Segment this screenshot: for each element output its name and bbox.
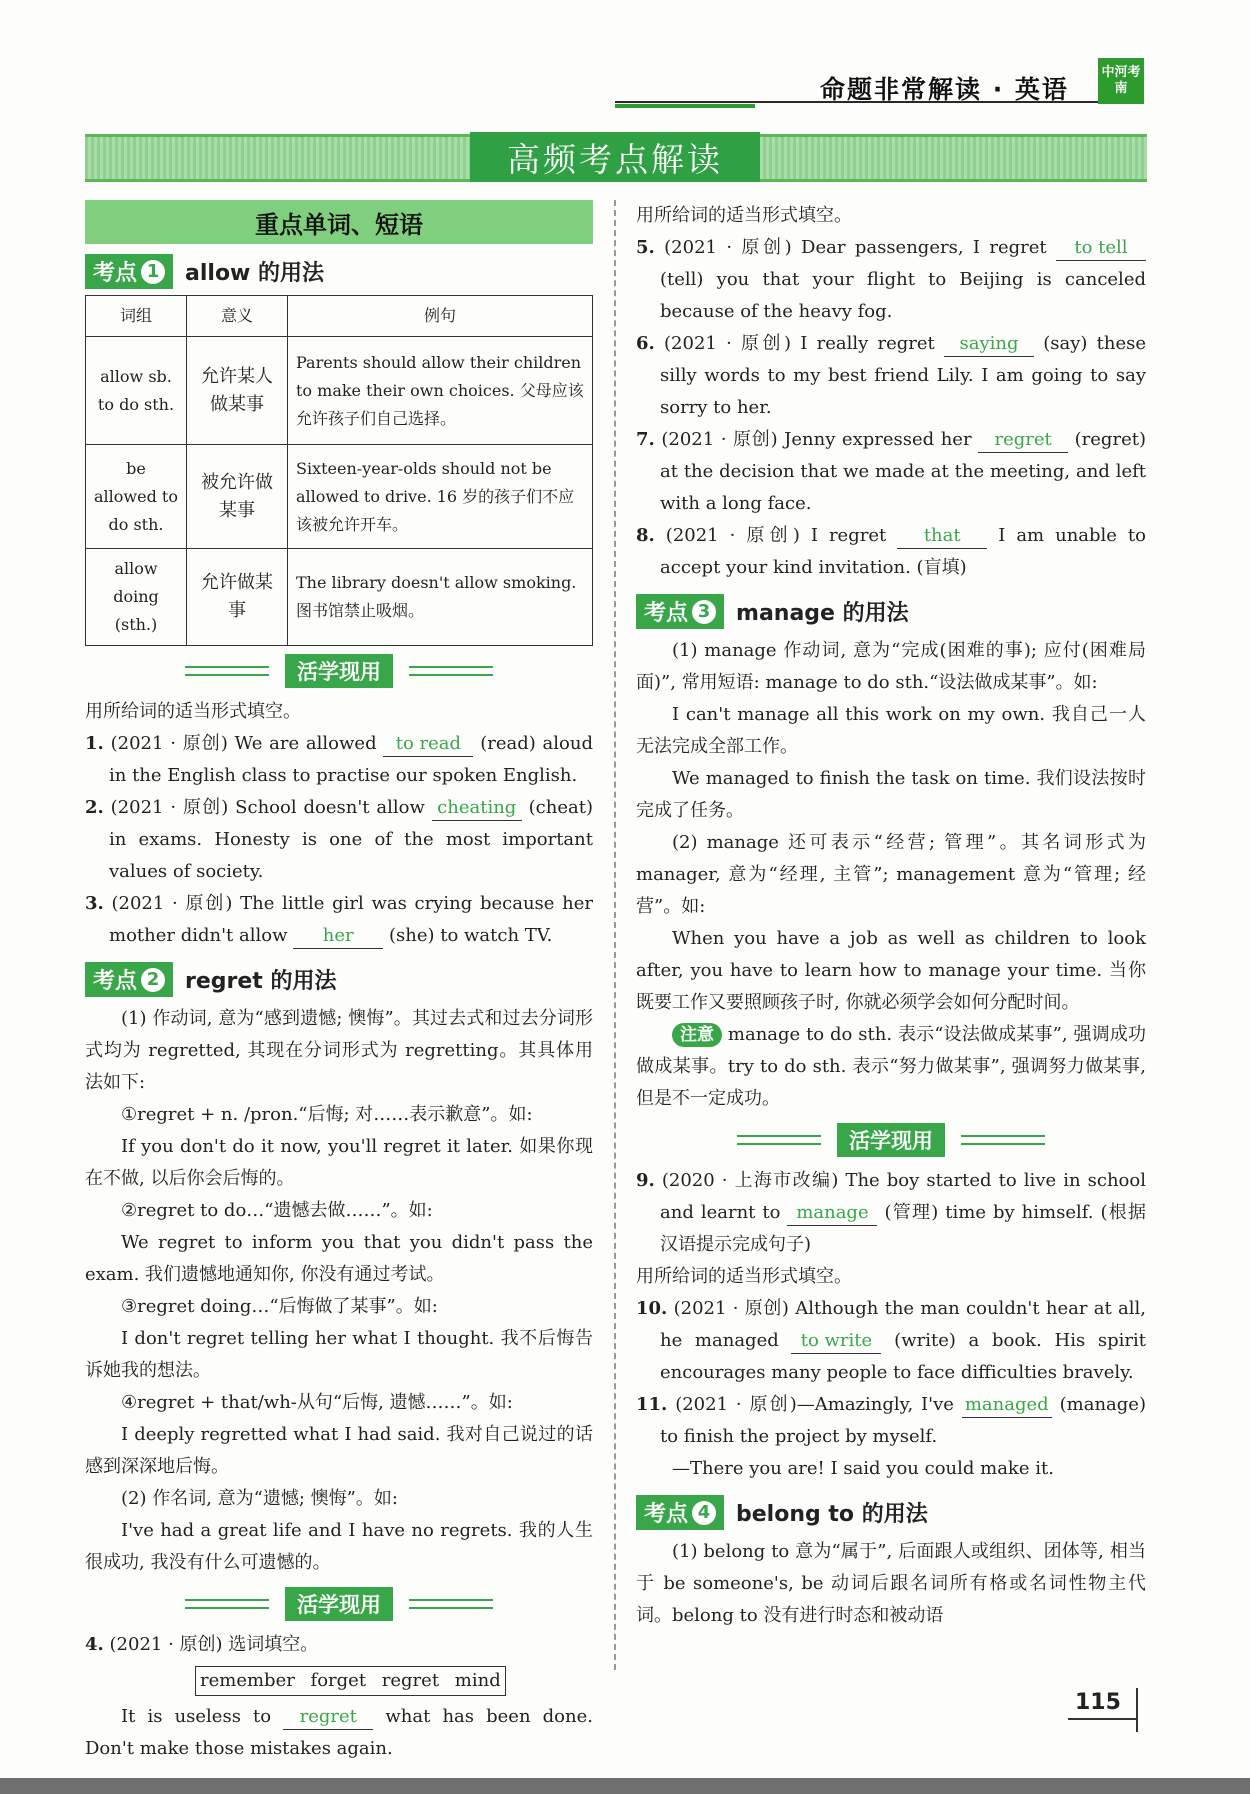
exercise-intro: 用所给词的适当形式填空。 bbox=[636, 1266, 852, 1287]
table-header: 意义 bbox=[187, 296, 288, 337]
kd3-text: We managed to finish the task on time. 我们设法按时完成了任务。 bbox=[636, 768, 1146, 821]
kd2-text: ③regret doing…“后悔做了某事”。如: bbox=[121, 1296, 438, 1317]
column-divider bbox=[614, 200, 616, 1670]
word-box-row bbox=[85, 1665, 593, 1697]
kd4-badge: 考点 4 bbox=[636, 1495, 724, 1530]
header-logo: 中河考南 bbox=[1098, 58, 1144, 104]
question-9: 9. (2020 · 上海市改编) The boy started to live in school and learnt to manage (管理) time by himself. (根据汉语提示完成句子) bbox=[636, 1170, 1147, 1255]
table-header: 例句 bbox=[288, 296, 593, 337]
kd2-text: I don't regret telling her what I thought. 我不后悔告诉她我的想法。 bbox=[85, 1328, 593, 1381]
kd2-text: ①regret + n. /pron.“后悔; 对……表示歉意”。如: bbox=[121, 1104, 533, 1125]
table-cell: be allowed to do sth. bbox=[86, 445, 187, 549]
table-cell: 允许某人做某事 bbox=[187, 337, 288, 445]
kd2-text: ②regret to do…“遗憾去做……”。如: bbox=[121, 1200, 433, 1221]
answer-blank: regret bbox=[283, 1705, 373, 1730]
exercise-intro: 用所给词的适当形式填空。 bbox=[636, 205, 852, 226]
page-number: 115 bbox=[1075, 1690, 1121, 1715]
table-header-row bbox=[86, 296, 593, 337]
kd1-title: allow 的用法 bbox=[185, 261, 325, 286]
kd4-heading bbox=[636, 1495, 1146, 1530]
kd2-text: I deeply regretted what I had said. 我对自己说过的话感到深深地后悔。 bbox=[85, 1424, 593, 1477]
answer-blank: that bbox=[897, 524, 987, 549]
page-number-rule bbox=[1068, 1718, 1138, 1720]
kd3-text: (2) manage 还可表示“经营; 管理”。其名词形式为 manager, 意为“经理, 主管”; management 意为“管理; 经营”。如: bbox=[636, 832, 1146, 917]
exercise-intro: 用所给词的适当形式填空。 bbox=[85, 701, 301, 722]
word-box: remember forget regret mind bbox=[195, 1666, 506, 1696]
answer-blank: saying bbox=[944, 332, 1034, 357]
kd3-heading bbox=[636, 594, 1146, 629]
table-cell: Sixteen-year-olds should not be allowed to drive. 16 岁的孩子们不应该被允许开车。 bbox=[288, 445, 593, 549]
header-title: 命题非常解读 · 英语 bbox=[820, 75, 1069, 104]
answer-blank: her bbox=[293, 924, 383, 949]
page-number-tick bbox=[1136, 1688, 1138, 1732]
table-row bbox=[86, 549, 593, 646]
scan-edge bbox=[0, 1778, 1250, 1794]
practice-heading: 活学现用 bbox=[85, 654, 593, 688]
question-6: 6. (2021 · 原创) I really regret saying (say) these silly words to my best friend Lily. I am going to say sorry to her. bbox=[636, 333, 1147, 418]
kd2-text: ④regret + that/wh-从句“后悔, 遗憾……”。如: bbox=[121, 1392, 513, 1413]
table-row bbox=[86, 445, 593, 549]
table-cell: Parents should allow their children to make their own choices. 父母应该允许孩子们自己选择。 bbox=[288, 337, 593, 445]
question-1: 1. (2021 · 原创) We are allowed to read (read) aloud in the English class to practise our spoken English. bbox=[85, 733, 593, 786]
question-4-sentence: It is useless to regret what has been done. Don't make those mistakes again. bbox=[85, 1706, 593, 1759]
kd1-heading bbox=[85, 254, 593, 289]
question-11: 11. (2021 · 原创)—Amazingly, I've managed (manage) to finish the project by myself. bbox=[636, 1394, 1146, 1447]
question-11-reply: —There you are! I said you could make it. bbox=[672, 1458, 1054, 1479]
kd1-badge: 考点 1 bbox=[85, 254, 173, 289]
kd2-text: If you don't do it now, you'll regret it later. 如果你现在不做, 以后你会后悔的。 bbox=[85, 1136, 593, 1189]
practice-heading: 活学现用 bbox=[636, 1123, 1146, 1157]
answer-blank: to tell bbox=[1056, 236, 1146, 261]
kd2-text: (1) 作动词, 意为“感到遗憾; 懊悔”。其过去式和过去分词形式均为 regretted, 其现在分词形式为 regretting。其具体用法如下: bbox=[85, 1008, 593, 1093]
left-column bbox=[85, 200, 593, 1765]
table-header: 词组 bbox=[86, 296, 187, 337]
kd4-text: (1) belong to 意为“属于”, 后面跟人或组织、团体等, 相当于 be someone's, be 动词后跟名词所有格或名词性物主代词。belong to 没有进行时态和被动语 bbox=[636, 1541, 1146, 1626]
question-2: 2. (2021 · 原创) School doesn't allow cheating (cheat) in exams. Honesty is one of the most important values of society. bbox=[85, 797, 593, 882]
table-cell: allow doing (sth.) bbox=[86, 549, 187, 646]
allow-table bbox=[85, 295, 593, 646]
answer-blank: to read bbox=[383, 732, 473, 757]
header-accent bbox=[615, 104, 755, 108]
kd3-badge: 考点 3 bbox=[636, 594, 724, 629]
section-title: 重点单词、短语 bbox=[85, 200, 593, 244]
kd2-badge: 考点 2 bbox=[85, 962, 173, 997]
table-cell: allow sb. to do sth. bbox=[86, 337, 187, 445]
question-3: 3. (2021 · 原创) The little girl was crying because her mother didn't allow her (she) to watch TV. bbox=[85, 888, 593, 952]
right-column bbox=[636, 200, 1146, 1632]
table-cell: 允许做某事 bbox=[187, 549, 288, 646]
question-4: 4. (2021 · 原创) 选词填空。 bbox=[85, 1634, 319, 1655]
kd2-text: I've had a great life and I have no regrets. 我的人生很成功, 我没有什么可遗憾的。 bbox=[85, 1520, 593, 1573]
question-5: 5. (2021 · 原创) Dear passengers, I regret to tell (tell) you that your flight to Beijing is canceled because of the heavy fog. bbox=[636, 237, 1146, 322]
table-row bbox=[86, 337, 593, 445]
practice-heading: 活学现用 bbox=[85, 1587, 593, 1621]
table-cell: The library doesn't allow smoking. 图书馆禁止吸烟。 bbox=[288, 549, 593, 646]
banner-title: 高频考点解读 bbox=[470, 132, 760, 182]
kd3-text: When you have a job as well as children to look after, you have to learn how to manage your time. 当你既要工作又要照顾孩子时, 你就必须学会如何分配时间。 bbox=[636, 928, 1146, 1013]
answer-blank: regret bbox=[978, 428, 1068, 453]
kd3-note: 注意 manage to do sth. 表示“设法做成某事”, 强调成功做成某事。try to do sth. 表示“努力做某事”, 强调努力做某事, 但是不一定成功。 bbox=[636, 1024, 1146, 1109]
kd2-title: regret 的用法 bbox=[185, 969, 337, 994]
note-badge: 注意 bbox=[672, 1023, 722, 1047]
kd3-title: manage 的用法 bbox=[736, 601, 909, 626]
answer-blank: to write bbox=[791, 1329, 881, 1354]
kd2-text: (2) 作名词, 意为“遗憾; 懊悔”。如: bbox=[121, 1488, 398, 1509]
kd2-text: We regret to inform you that you didn't pass the exam. 我们遗憾地通知你, 你没有通过考试。 bbox=[85, 1232, 593, 1285]
answer-blank: cheating bbox=[432, 796, 522, 821]
kd2-heading bbox=[85, 962, 593, 997]
question-10: 10. (2021 · 原创) Although the man couldn't hear at all, he managed to write (write) a book. His spirit encourages many people to face difficulties bravely. bbox=[636, 1298, 1146, 1383]
answer-blank: managed bbox=[962, 1393, 1052, 1418]
question-7: 7. (2021 · 原创) Jenny expressed her regret (regret) at the decision that we made at the meeting, and left with a long face. bbox=[636, 429, 1146, 514]
kd3-text: I can't manage all this work on my own. 我自己一人无法完成全部工作。 bbox=[636, 704, 1146, 757]
table-cell: 被允许做某事 bbox=[187, 445, 288, 549]
question-8: 8. (2021 · 原创) I regret that I am unable to accept your kind invitation. (盲填) bbox=[636, 525, 1147, 578]
kd3-text: (1) manage 作动词, 意为“完成(困难的事); 应付(困难局面)”, 常用短语: manage to do sth.“设法做成某事”。如: bbox=[636, 640, 1146, 693]
kd4-title: belong to 的用法 bbox=[736, 1502, 928, 1527]
answer-blank: manage bbox=[787, 1201, 877, 1226]
